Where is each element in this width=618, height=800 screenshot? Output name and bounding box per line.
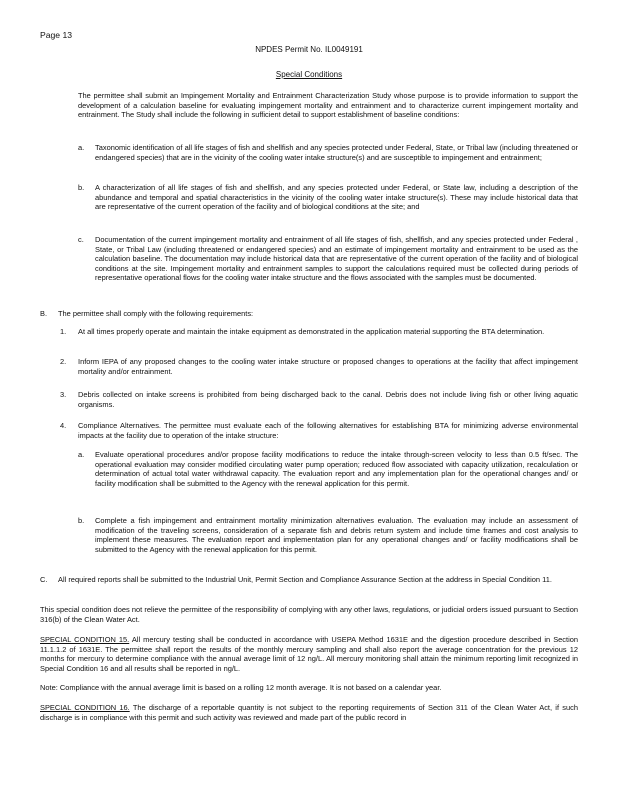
requirement-label: 3. xyxy=(60,390,67,399)
study-item-text: A characterization of all life stages of fish and shellfish, and any species protected under Federal, or State law, including a description of the abundance and temporal and spatial characteristics in the vicinity of the cooling water intake structure(s). These may include historical data that are representative of the current operation of the facility and of biological conditions at the site; and xyxy=(95,183,578,212)
special-condition-16 xyxy=(40,703,578,722)
condition-16-text: The discharge of a reportable quantity is not subject to the reporting requirements of Section 311 of the Clean Water Act, if such discharge is in compliance with this permit and such activity was reviewed and made part of the public record in xyxy=(40,703,578,722)
permit-number: NPDES Permit No. IL0049191 xyxy=(255,45,363,54)
condition-15-note: Note: Compliance with the annual average limit is based on a rolling 12 month average. It is not based on a calendar year. xyxy=(40,683,442,692)
section-c-label: C. xyxy=(40,575,48,584)
requirement-text: At all times properly operate and maintain the intake equipment as demonstrated in the application material supporting the BTA determination. xyxy=(78,327,545,336)
page-number: Page 13 xyxy=(40,30,73,40)
study-item-text: Documentation of the current impingement mortality and entrainment of all life stages of fish, shellfish, and any species protected under Federal , State, or Tribal Law (including threatened or endangered species) and an estimate of impingement mortality and entrainment to be used as the calculation baseline. The documentation may include historical data that are representative of the current operation of the facility and of biological conditions at the site. Impingement mortality and entrainment samples to support the calculations required must be collected during periods of representative operational flows for the cooling water intake structure and the flows associated with the samples must be documented. xyxy=(95,235,578,283)
section-title: Special Conditions xyxy=(275,70,343,79)
alternative-label: a. xyxy=(78,450,85,459)
section-b-label: B. xyxy=(40,309,48,318)
condition-15-text: All mercury testing shall be conducted in accordance with USEPA Method 1631E and the digestion procedure described in Section 11.1.1.2 of 1631E. The permittee shall report the results of the monthly mercury sampling and shall also report the average concentration for the previous 12 months for mercury to determine compliance with the annual average limit of 12 ng/L. All mercury monitoring shall attain the minimum reporting limit recognized in Special Condition 16 and all results shall be reported in ng/L. xyxy=(40,635,578,673)
alternative-text: Complete a fish impingement and entrainment mortality minimization alternatives evaluation. The evaluation may include an assessment of modification of the traveling screens, consideration of a separate fish and debris return system and include time frames and cost analysis to implement these measures. The evaluation report and implementation plan for any operational changes and/ or facility modifications shall be submitted to the Agency with the renewal application for this permit. xyxy=(95,516,578,554)
condition-16-heading: SPECIAL CONDITION 16. xyxy=(40,703,130,712)
section-b-intro: The permittee shall comply with the following requirements: xyxy=(58,309,254,318)
condition-15-heading: SPECIAL CONDITION 15. xyxy=(40,635,130,644)
section-c-text: All required reports shall be submitted to the Industrial Unit, Permit Section and Compliance Assurance Section at the address in Special Condition 11. xyxy=(58,575,552,584)
relief-paragraph: This special condition does not relieve the permittee of the responsibility of complying with any other laws, regulations, or judicial orders issued pursuant to Section 316(b) of the Clean Water Act. xyxy=(40,605,578,624)
study-intro-paragraph: The permittee shall submit an Impingement Mortality and Entrainment Characterization Study whose purpose is to provide information to support the development of a calculation baseline for evaluating impingement mortality and entrainment and to characterize current impingement mortality and entrainment. The Study shall include the following in sufficient detail to support establishment of baseline conditions: xyxy=(78,91,578,120)
study-item-text: Taxonomic identification of all life stages of fish and shellfish and any species protected under Federal, State, or Tribal law (including threatened or endangered species) that are in the vicinity of the cooling water intake structure(s) and are susceptible to impingement and entrainment; xyxy=(95,143,578,162)
requirement-label: 2. xyxy=(60,357,67,366)
study-item-label: c. xyxy=(78,235,84,244)
alternative-text: Evaluate operational procedures and/or propose facility modifications to reduce the intake through-screen velocity to less than 0.5 ft/sec. The operational evaluation may consider modified circulating water pump operation; reduced flow associated with capacity utilization, recalculation or determination of actual total water withdrawal capacity. The evaluation report and any implementation plan for the operational changes and/ or facility modification shall be submitted to the Agency with the renewal application for this permit. xyxy=(95,450,578,488)
study-item-label: a. xyxy=(78,143,85,152)
special-condition-15 xyxy=(40,635,578,673)
study-item-label: b. xyxy=(78,183,85,192)
requirement-label: 4. xyxy=(60,421,67,430)
requirement-text: Compliance Alternatives. The permittee must evaluate each of the following alternatives for establishing BTA for minimizing adverse environmental impacts at the facility due to operation of the intake structure: xyxy=(78,421,578,440)
requirement-text: Inform IEPA of any proposed changes to the cooling water intake structure or proposed changes to operations at the facility that affect impingement mortality and/or entrainment. xyxy=(78,357,578,376)
requirement-label: 1. xyxy=(60,327,67,336)
requirement-text: Debris collected on intake screens is prohibited from being discharged back to the canal. Debris does not include living fish or other living aquatic organisms. xyxy=(78,390,578,409)
alternative-label: b. xyxy=(78,516,85,525)
